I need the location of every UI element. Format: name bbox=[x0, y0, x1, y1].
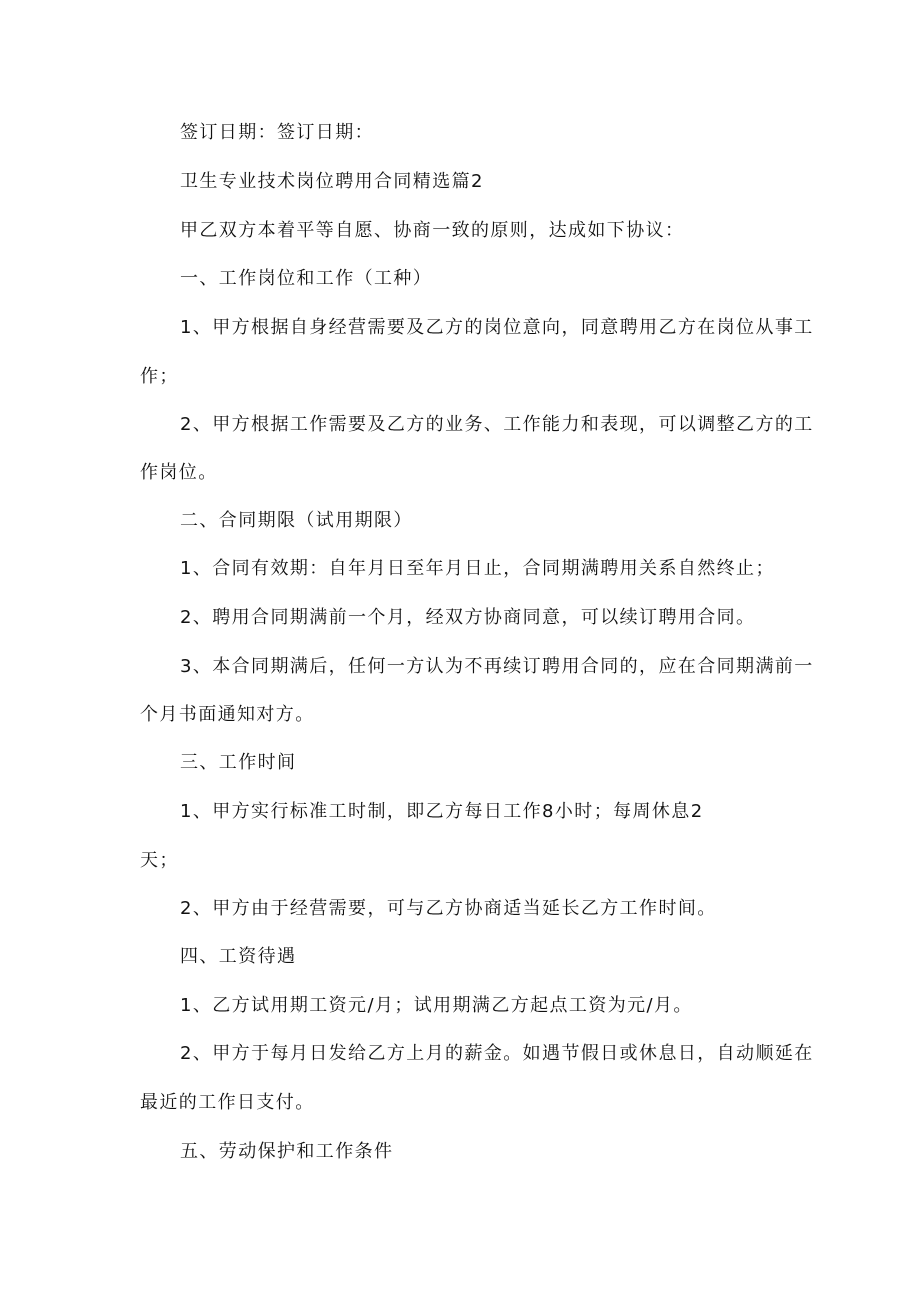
clause-2-3-line-1: 3、本合同期满后，任何一方认为不再续订聘用合同的，应在合同期满前一 bbox=[180, 656, 814, 677]
clause-1-2-line-1: 2、甲方根据工作需要及乙方的业务、工作能力和表现，可以调整乙方的工 bbox=[180, 414, 814, 435]
section-heading-3: 三、工作时间 bbox=[180, 752, 297, 773]
section-heading-1: 一、工作岗位和工作（工种） bbox=[180, 268, 433, 289]
clause-1-2-line-2: 作岗位。 bbox=[140, 462, 218, 483]
section-heading-5: 五、劳动保护和工作条件 bbox=[180, 1141, 394, 1162]
clause-3-1-line-1: 1、甲方实行标准工时制，即乙方每日工作8小时；每周休息2 bbox=[180, 801, 704, 822]
document-title: 卫生专业技术岗位聘用合同精选篇2 bbox=[180, 171, 484, 192]
signing-date-line: 签订日期：签订日期： bbox=[180, 122, 374, 143]
preamble-paragraph: 甲乙双方本着平等自愿、协商一致的原则，达成如下协议： bbox=[180, 220, 685, 241]
clause-3-2: 2、甲方由于经营需要，可与乙方协商适当延长乙方工作时间。 bbox=[180, 898, 717, 919]
clause-2-2: 2、聘用合同期满前一个月，经双方协商同意，可以续订聘用合同。 bbox=[180, 607, 756, 628]
clause-2-3-line-2: 个月书面通知对方。 bbox=[140, 704, 315, 725]
section-heading-4: 四、工资待遇 bbox=[180, 946, 297, 967]
clause-4-2-line-1: 2、甲方于每月日发给乙方上月的薪金。如遇节假日或休息日，自动顺延在 bbox=[180, 1043, 814, 1064]
section-heading-2: 二、合同期限（试用期限） bbox=[180, 510, 413, 531]
clause-1-1-line-1: 1、甲方根据自身经营需要及乙方的岗位意向，同意聘用乙方在岗位从事工 bbox=[180, 317, 814, 338]
clause-1-1-line-2: 作； bbox=[140, 366, 179, 387]
clause-2-1: 1、合同有效期：自年月日至年月日止，合同期满聘用关系自然终止； bbox=[180, 558, 775, 579]
clause-4-1: 1、乙方试用期工资元/月；试用期满乙方起点工资为元/月。 bbox=[180, 995, 693, 1016]
clause-3-1-line-2: 天； bbox=[140, 850, 179, 871]
clause-4-2-line-2: 最近的工作日支付。 bbox=[140, 1092, 315, 1113]
